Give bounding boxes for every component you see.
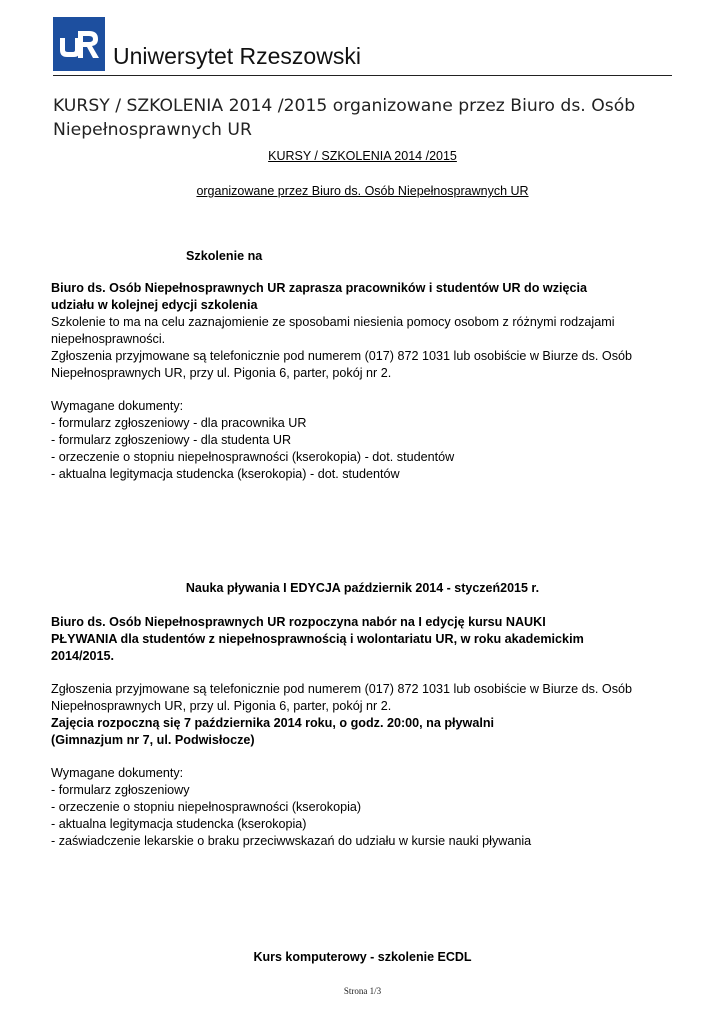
- section1-documents: [51, 398, 691, 483]
- section2-intro-line: Biuro ds. Osób Niepełnosprawnych UR rozpoczyna nabór na I edycję kursu NAUKI: [51, 615, 546, 629]
- section1-doc-item: - aktualna legitymacja studencka (kserokopia) - dot. studentów: [51, 467, 400, 481]
- section1-doc-item: - orzeczenie o stopniu niepełnosprawności (kserokopia) - dot. studentów: [51, 450, 455, 464]
- page-number: Strona 1/3: [343, 986, 382, 996]
- section3-heading: Kurs komputerowy - szkolenie ECDL: [253, 950, 472, 964]
- subheading-organizer: organizowane przez Biuro ds. Osób Niepełnosprawnych UR: [196, 184, 529, 198]
- section1-doc-item: - formularz zgłoszeniowy - dla pracownika UR: [51, 416, 307, 430]
- section2-schedule-line: (Gimnazjum nr 7, ul. Podwisłocze): [51, 733, 255, 747]
- section1-doc-item: - formularz zgłoszeniowy - dla studenta UR: [51, 433, 292, 447]
- section1-contact-line: Niepełnosprawnych UR, przy ul. Pigonia 6, parter, pokój nr 2.: [51, 366, 392, 380]
- section1-intro-line: Biuro ds. Osób Niepełnosprawnych UR zaprasza pracowników i studentów UR do wzięcia: [51, 281, 588, 295]
- section1-docs-title: Wymagane dokumenty:: [51, 399, 184, 413]
- section2-doc-item: - zaświadczenie lekarskie o braku przeciwwskazań do udziału w kursie nauki pływania: [51, 834, 532, 848]
- section1-heading: Szkolenie na: [186, 249, 263, 263]
- section2-intro: [51, 614, 691, 665]
- section2-contact-line: Niepełnosprawnych UR, przy ul. Pigonia 6, parter, pokój nr 2.: [51, 699, 392, 713]
- section2-documents: [51, 765, 691, 850]
- section1-description: [51, 314, 691, 348]
- section1-intro: [51, 280, 691, 314]
- header-divider: [53, 75, 672, 76]
- subheading-courses: KURSY / SZKOLENIA 2014 /2015: [268, 149, 457, 163]
- section1-desc-line: niepełnosprawności.: [51, 332, 166, 346]
- section2-docs-title: Wymagane dokumenty:: [51, 766, 184, 780]
- section2-intro-line: 2014/2015.: [51, 649, 115, 663]
- university-logo: [53, 17, 105, 71]
- section1-contact: [51, 348, 691, 382]
- university-name: Uniwersytet Rzeszowski: [113, 43, 361, 69]
- section1-desc-line: Szkolenie to ma na celu zaznajomienie ze sposobami niesienia pomocy osobom z różnymi rodzajami: [51, 315, 615, 329]
- section2-doc-item: - formularz zgłoszeniowy: [51, 783, 190, 797]
- section2-intro-line: PŁYWANIA dla studentów z niepełnosprawnością i wolontariatu UR, w roku akademickim: [51, 632, 584, 646]
- section2-heading: Nauka pływania I EDYCJA październik 2014 - styczeń2015 r.: [185, 581, 540, 595]
- section1-contact-line: Zgłoszenia przyjmowane są telefonicznie pod numerem (017) 872 1031 lub osobiście w Biurze ds. Osób: [51, 349, 633, 363]
- section2-schedule: [51, 715, 691, 749]
- section2-doc-item: - orzeczenie o stopniu niepełnosprawności (kserokopia): [51, 800, 362, 814]
- ur-logo-icon: [53, 17, 105, 71]
- section2-contact: [51, 681, 691, 715]
- page-title: KURSY / SZKOLENIA 2014 /2015 organizowane przez Biuro ds. Osób Niepełnosprawnych UR: [53, 96, 636, 140]
- section2-doc-item: - aktualna legitymacja studencka (kserokopia): [51, 817, 307, 831]
- section2-schedule-line: Zajęcia rozpoczną się 7 października 2014 roku, o godz. 20:00, na pływalni: [51, 716, 495, 730]
- section2-contact-line: Zgłoszenia przyjmowane są telefonicznie pod numerem (017) 872 1031 lub osobiście w Biurze ds. Osób: [51, 682, 633, 696]
- section1-intro-line: udziału w kolejnej edycji szkolenia: [51, 298, 258, 312]
